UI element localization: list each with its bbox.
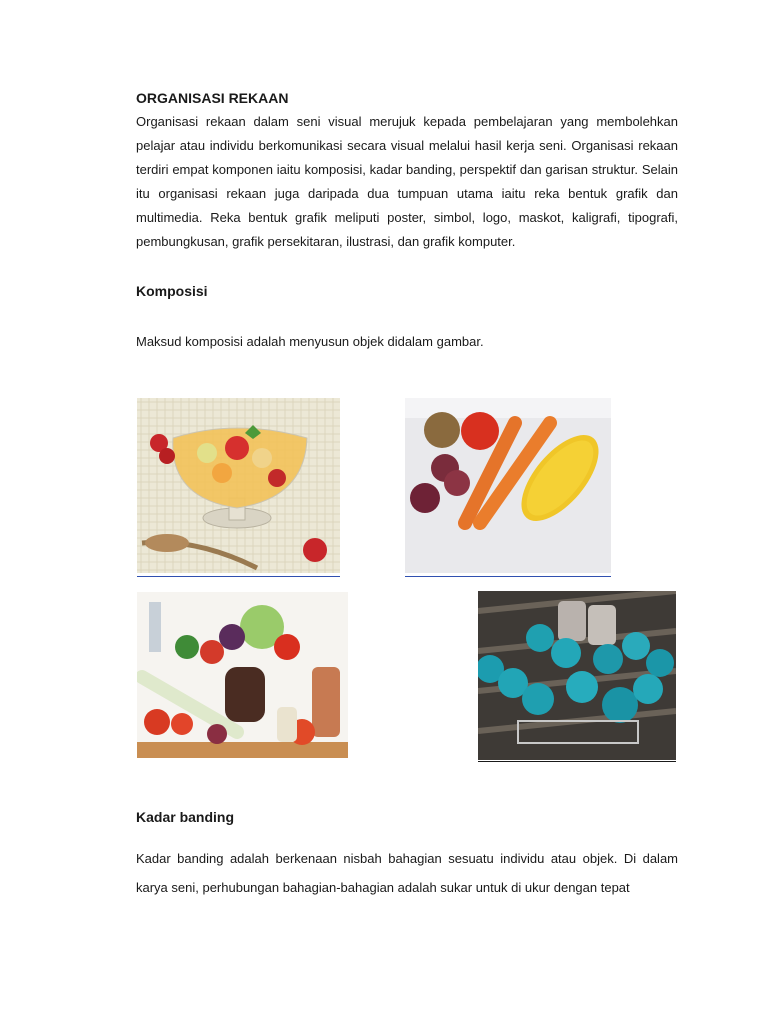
section-heading-kadar-banding: Kadar banding bbox=[136, 809, 235, 825]
image-underline bbox=[137, 576, 340, 577]
document-title: ORGANISASI REKAAN bbox=[136, 90, 289, 106]
vegetable-still-life-photo bbox=[137, 592, 348, 758]
vegetables-carrot-corn-photo bbox=[405, 398, 611, 573]
fruit-dessert-bowl-photo bbox=[137, 398, 340, 573]
image-underline bbox=[478, 761, 676, 762]
kadar-banding-paragraph: Kadar banding adalah berkenaan nisbah bahagian sesuatu individu atau objek. Di dalam karya seni, perhubungan bahagian-bahagian adalah sukar untuk di ukur dengan tepat bbox=[136, 851, 678, 895]
intro-paragraph: Organisasi rekaan dalam seni visual merujuk kepada pembelajaran yang membolehkan pelajar atau individu berkomunikasi secara visual melalui hasil kerja seni. Organisasi rekaan terdiri empat komponen iaitu komposisi, kadar banding, perspektif dan garisan struktur. Selain itu organisasi rekaan juga daripada dua tumpuan utama iaitu reka bentuk grafik dan multimedia. Reka bentuk grafik meliputi poster, simbol, logo, maskot, kaligrafi, tipografi, pembungkusan, grafik persekitaran, ilustrasi, dan grafik komputer. bbox=[136, 114, 678, 249]
blue-glass-jars-photo bbox=[478, 591, 676, 760]
image-underline bbox=[405, 576, 611, 577]
komposisi-paragraph: Maksud komposisi adalah menyusun objek didalam gambar. bbox=[136, 334, 484, 349]
section-heading-komposisi: Komposisi bbox=[136, 283, 208, 299]
